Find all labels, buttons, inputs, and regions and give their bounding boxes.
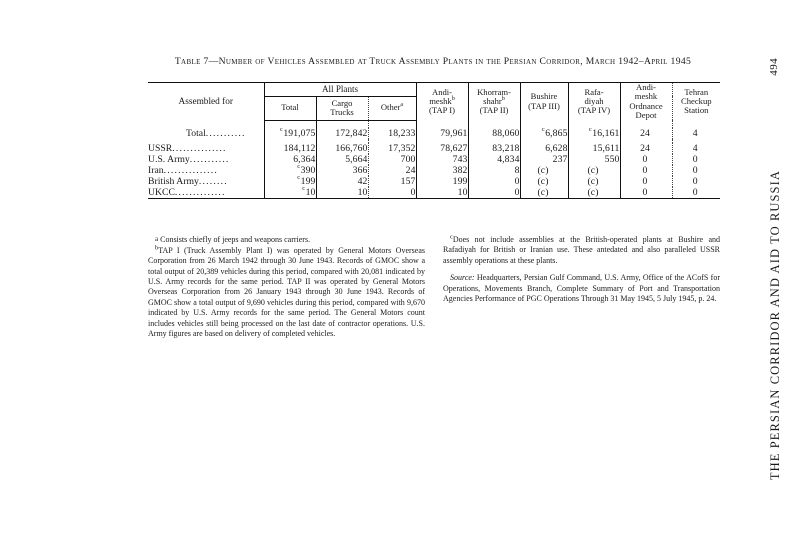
cell-ussr-bushire: 6,628 [520,143,568,154]
cell-ukcc-andimeshk: 10 [416,187,468,199]
cell-us-army-khorramshahr: 4,834 [468,154,520,165]
cell-footnote-mark: c [297,163,301,171]
cell-ukcc-other: 0 [368,187,416,199]
spacer-cell [468,120,520,128]
cell-iran-tehran: 0 [672,165,720,176]
row-label-text: USSR [148,142,173,154]
header-andimeshk-footnote-mark: b [451,95,455,103]
cell-ukcc-bushire: (c) [520,187,568,199]
footnote-c-mark: c [450,233,453,241]
footnote-b [148,246,425,340]
cell-value: 199 [300,175,316,187]
footnote-a [148,235,425,245]
cell-british-army-other: 157 [368,176,416,187]
cell-ukcc-khorramshahr: 0 [468,187,520,199]
header-cargo-line1: Cargo [331,97,353,108]
header-khorramshahr-footnote-mark: b [501,95,505,103]
cell-total-bushire [520,128,568,139]
header-bushire-line2: (TAP III) [528,100,560,111]
cell-ussr-tehran: 4 [672,143,720,154]
cell-british-army-rafadiyah: (c) [568,176,620,187]
header-tehran-line2: Checkup [680,95,712,106]
cell-footnote-mark: c [297,174,301,182]
cell-ukcc-ordnance: 0 [620,187,672,199]
cell-us-army-rafadiyah: 550 [568,154,620,165]
row-label-text: U.S. Army [148,153,190,165]
dot-leader: ........ [198,175,228,187]
cell-british-army-bushire: (c) [520,176,568,187]
spacer-cell [672,120,720,128]
cell-footnote-mark: c [541,126,545,134]
row-label-total [148,128,264,139]
page-number: 494 [768,58,780,76]
footnote-a-mark: a [155,235,159,243]
header-rafadiyah-line3: (TAP IV) [577,105,611,116]
header-total: Total [264,96,316,120]
cell-british-army-total [264,176,316,187]
cell-british-army-ordnance: 0 [620,176,672,187]
header-andimeshk-tap1 [416,83,468,121]
row-label-text: UKCC [148,186,175,198]
cell-us-army-total: 6,364 [264,154,316,165]
cell-us-army-cargo-trucks: 5,664 [316,154,368,165]
source-text: Headquarters, Persian Gulf Command, U.S. Army, Office of the ACofS for Operations, Movements Branch, Complete Summary of Port and Transportation Agencies Performance of PGC Operations Through 31 May 1945, 5 July 1945, p. 24. [443,273,720,303]
header-ordnance-line2: meshk [634,91,658,102]
cell-iran-rafadiyah: (c) [568,165,620,176]
cell-total-other: 18,233 [368,128,416,139]
cell-iran-cargo-trucks: 366 [316,165,368,176]
header-khorramshahr-tap2 [468,83,520,121]
header-bushire-tap3 [520,83,568,121]
dot-leader: .............. [174,186,226,198]
table-row-total [148,128,720,139]
cell-footnote-mark: c [279,126,283,134]
row-label-text: British Army [148,175,199,187]
row-label-text: Total [186,127,206,139]
header-cargo-line2: Trucks [330,107,354,118]
header-khorramshahr-line1: Khorram- [477,86,511,97]
row-label-british-army [148,176,264,187]
cell-us-army-ordnance: 0 [620,154,672,165]
cell-ussr-total: 184,112 [264,143,316,154]
cell-iran-andimeshk: 382 [416,165,468,176]
header-ordnance-line3: Ordnance [629,100,663,111]
table-row [148,165,720,176]
running-head-area [768,58,794,488]
spacer-cell [148,120,264,128]
cell-us-army-tehran: 0 [672,154,720,165]
cell-ussr-rafadiyah: 15,611 [568,143,620,154]
cell-ussr-khorramshahr: 83,218 [468,143,520,154]
header-ordnance-line1: Andi- [635,82,657,92]
table-header-row-1 [148,83,720,97]
dot-leader: ............... [163,164,218,176]
footnotes-area [148,235,720,339]
cell-total-andimeshk: 79,961 [416,128,468,139]
header-andimeshk-line2: meshk [429,95,452,106]
cell-ukcc-tehran: 0 [672,187,720,199]
dot-leader: ........... [205,127,246,139]
header-rafadiyah-tap4 [568,83,620,121]
cell-footnote-mark: c [302,185,306,193]
header-all-plants: All Plants [264,83,416,97]
row-label-iran [148,165,264,176]
header-tehran-line3: Station [684,105,709,116]
cell-value: 191,075 [283,127,316,139]
dot-leader: ........... [189,153,230,165]
table-row [148,154,720,165]
table-row [148,187,720,199]
cell-ussr-other: 17,352 [368,143,416,154]
cell-value: 390 [300,164,316,176]
cell-total-cargo-trucks: 172,842 [316,128,368,139]
footnotes-column-left [148,235,425,339]
footnotes-column-right [443,235,720,339]
row-label-ukcc [148,187,264,199]
header-ordnance-line4: Depot [635,109,657,120]
cell-ussr-andimeshk: 78,627 [416,143,468,154]
cell-total-ordnance: 24 [620,128,672,139]
header-rafadiyah-line1: Rafa- [584,86,604,97]
cell-total-khorramshahr: 88,060 [468,128,520,139]
row-label-ussr [148,143,264,154]
source-note [443,273,720,304]
header-other-label: Other [380,102,401,113]
cell-us-army-other: 700 [368,154,416,165]
spacer-cell [416,120,468,128]
cell-value: 16,161 [592,127,620,139]
cell-ukcc-cargo-trucks: 10 [316,187,368,199]
cell-iran-bushire: (c) [520,165,568,176]
cell-total-rafadiyah [568,128,620,139]
cell-ussr-ordnance: 24 [620,143,672,154]
cell-total-total [264,128,316,139]
header-tehran-line1: Tehran [684,86,709,97]
cell-ussr-cargo-trucks: 166,760 [316,143,368,154]
table-row [148,176,720,187]
footnote-c [443,235,720,266]
row-label-text: Iran [148,164,164,176]
spacer-cell [568,120,620,128]
footnote-b-mark: b [155,244,159,252]
cell-iran-total [264,165,316,176]
cell-footnote-mark: c [588,126,592,134]
header-andimeshk-ordnance-depot [620,83,672,121]
spacer-cell [620,120,672,128]
header-khorramshahr-line2: shahr [483,95,502,106]
cell-british-army-andimeshk: 199 [416,176,468,187]
cell-us-army-bushire: 237 [520,154,568,165]
spacer-cell [368,120,416,128]
source-label: Source: [450,273,475,283]
vehicles-assembled-table [148,82,720,199]
cell-value: 10 [305,186,316,198]
cell-ukcc-total [264,187,316,199]
row-label-us-army [148,154,264,165]
header-cargo-trucks [316,96,368,120]
header-assembled-for: Assembled for [148,83,264,121]
spacer-row-top [148,120,720,128]
header-tehran-checkup-station [672,83,720,121]
cell-british-army-khorramshahr: 0 [468,176,520,187]
spacer-cell [264,120,316,128]
table-body [148,120,720,198]
header-andimeshk-line1: Andi- [431,86,453,97]
footnote-a-text: Consists chiefly of jeeps and weapons carriers. [160,235,311,244]
cell-british-army-cargo-trucks: 42 [316,176,368,187]
cell-british-army-tehran: 0 [672,176,720,187]
header-rafadiyah-line2: diyah [584,95,604,106]
spacer-cell [316,120,368,128]
cell-iran-khorramshahr: 8 [468,165,520,176]
footnote-c-text: Does not include assemblies at the British-operated plants at Bushire and Rafadiyah for British or Iranian use. These antedated and also paralleled USSR assembly operations at these plants. [443,235,720,265]
running-head-title: THE PERSIAN CORRIDOR AND AID TO RUSSIA [768,170,782,481]
table-container [148,82,720,199]
footnote-b-text: TAP I (Truck Assembly Plant I) was operated by General Motors Overseas Corporation from 26 March 1942 through 30 June 1943. Records of GMOC show a total output of 20,389 vehicles during this period, compared with 20,081 indicated by U.S. Army records for the same period. TAP II was operated by General Motors Overseas Corporation from 26 January 1943 through 30 June 1943. Records of GMOC show a total output of 9,690 vehicles during this period, compared with 9,670 indicated by U.S. Army records for the same period. The General Motors count includes vehicles still being processed on the last date of contractor operations. U.S. Army figures are based on delivery of completed vehicles. [148,245,425,339]
cell-iran-ordnance: 0 [620,165,672,176]
header-bushire-line1: Bushire [530,91,558,102]
table-row [148,143,720,154]
cell-us-army-andimeshk: 743 [416,154,468,165]
header-andimeshk-line3: (TAP I) [429,105,455,116]
cell-iran-other: 24 [368,165,416,176]
cell-value: 6,865 [545,127,568,139]
table-title: Table 7—Number of Vehicles Assembled at Truck Assembly Plants in the Persian Corridor, March 1942–April 1945 [174,56,692,67]
header-other [368,96,416,120]
cell-total-tehran: 4 [672,128,720,139]
header-khorramshahr-line3: (TAP II) [479,105,509,116]
dot-leader: ............... [172,142,227,154]
cell-ukcc-rafadiyah: (c) [568,187,620,199]
header-other-footnote-mark: a [400,101,404,109]
